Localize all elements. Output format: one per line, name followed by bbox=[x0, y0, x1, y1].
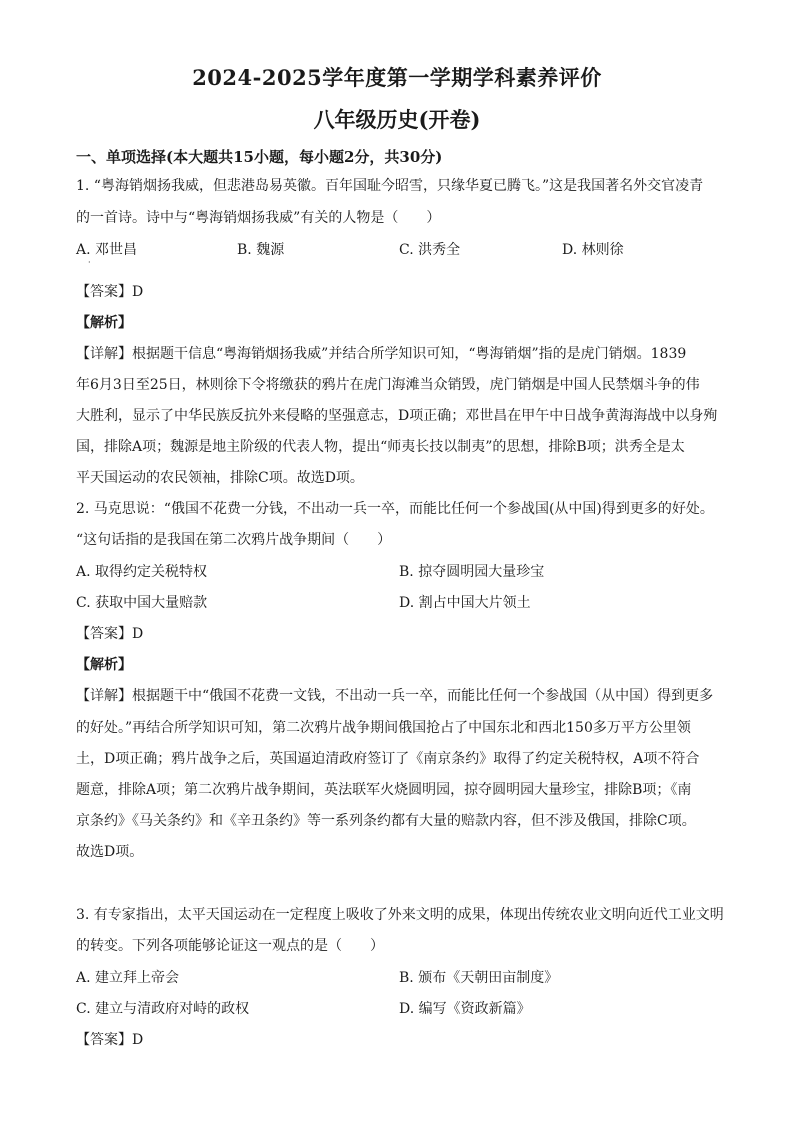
q1-option-a: A. 邓世昌 bbox=[76, 242, 138, 258]
q2-option-d: D. 割占中国大片领土 bbox=[399, 595, 531, 611]
q2-option-b: B. 掠夺圆明园大量珍宝 bbox=[399, 564, 545, 580]
q3-option-c: C. 建立与清政府对峙的政权 bbox=[76, 1001, 250, 1017]
q1-answer: 【答案】D bbox=[76, 284, 144, 300]
q2-detail-line: 故选D项。 bbox=[76, 844, 144, 860]
q1-detail-line: 平天国运动的农民领袖，排除C项。故选D项。 bbox=[76, 470, 364, 486]
q1-detail-line: 年6月3日至25日，林则徐下令将缴获的鸦片在虎门海滩当众销毁，虎门销烟是中国人民禁烟斗争的伟 bbox=[76, 377, 700, 393]
stray-dot-mark: · bbox=[88, 258, 91, 267]
section-heading: 一、单项选择(本大题共15小题，每小题2分，共30分) bbox=[76, 148, 443, 166]
document-title: 2024-2025学年度第一学期学科素养评价 bbox=[192, 65, 602, 90]
q2-option-a: A. 取得约定关税特权 bbox=[76, 564, 208, 580]
q3-answer: 【答案】D bbox=[76, 1032, 144, 1048]
q2-detail-line: 的好处。”再结合所学知识可知，第二次鸦片战争期间俄国抢占了中国东北和西北150多万平方公里领 bbox=[76, 720, 691, 736]
q1-stem-line2: 的一首诗。诗中与“粤海销烟扬我威”有关的人物是（ ） bbox=[76, 210, 441, 226]
q1-option-d: D. 林则徐 bbox=[562, 242, 624, 258]
q1-stem-line1: 1. “粤海销烟扬我威，但悲港岛易英徽。百年国耻今昭雪，只缘华夏已腾飞。”这是我国著名外交官凌青 bbox=[76, 178, 704, 194]
q3-option-d: D. 编写《资政新篇》 bbox=[399, 1001, 531, 1017]
q2-option-c: C. 获取中国大量赔款 bbox=[76, 595, 208, 611]
document-subtitle: 八年级历史(开卷) bbox=[313, 107, 481, 132]
q1-detail-line: 【详解】根据题干信息“粤海销烟扬我威”并结合所学知识可知，“粤海销烟”指的是虎门销烟。1839 bbox=[76, 346, 687, 362]
q1-option-c: C. 洪秀全 bbox=[399, 242, 461, 258]
q2-detail-line: 京条约》《马关条约》和《辛丑条约》等一系列条约都有大量的赔款内容，但不涉及俄国，排除C项。 bbox=[76, 813, 696, 829]
q2-stem-line2: “这句话指的是我国在第二次鸦片战争期间（ ） bbox=[76, 532, 392, 548]
q2-analysis-label: 【解析】 bbox=[76, 657, 132, 673]
q1-option-b: B. 魏源 bbox=[237, 242, 285, 258]
q2-detail-line: 【详解】根据题干中“俄国不花费一文钱，不出动一兵一卒，而能比任何一个参战国（从中国）得到更多 bbox=[76, 688, 714, 704]
q3-option-a: A. 建立拜上帝会 bbox=[76, 970, 180, 986]
q2-detail-line: 土，D项正确；鸦片战争之后，英国逼迫清政府签订了《南京条约》取得了约定关税特权，A项不符合 bbox=[76, 751, 700, 767]
q1-analysis-label: 【解析】 bbox=[76, 315, 132, 331]
q3-stem-line2: 的转变。下列各项能够论证这一观点的是（ ） bbox=[76, 938, 384, 954]
q3-option-b: B. 颁布《天朝田亩制度》 bbox=[399, 970, 559, 986]
q2-stem-line1: 2. 马克思说：“俄国不花费一分钱，不出动一兵一卒，而能比任何一个参战国(从中国)得到更多的好处。 bbox=[76, 501, 714, 517]
q3-stem-line1: 3. 有专家指出，太平天国运动在一定程度上吸收了外来文明的成果，体现出传统农业文明向近代工业文明 bbox=[76, 907, 724, 923]
q1-detail-line: 国，排除A项；魏源是地主阶级的代表人物，提出“师夷长技以制夷”的思想，排除B项；洪秀全是太 bbox=[76, 439, 685, 455]
q1-detail-line: 大胜利，显示了中华民族反抗外来侵略的坚强意志，D项正确；邓世昌在甲午中日战争黄海海战中以身殉 bbox=[76, 408, 718, 424]
q2-detail-line: 题意，排除A项；第二次鸦片战争期间，英法联军火烧圆明园，掠夺圆明园大量珍宝，排除B项；《南 bbox=[76, 782, 692, 798]
q2-answer: 【答案】D bbox=[76, 626, 144, 642]
